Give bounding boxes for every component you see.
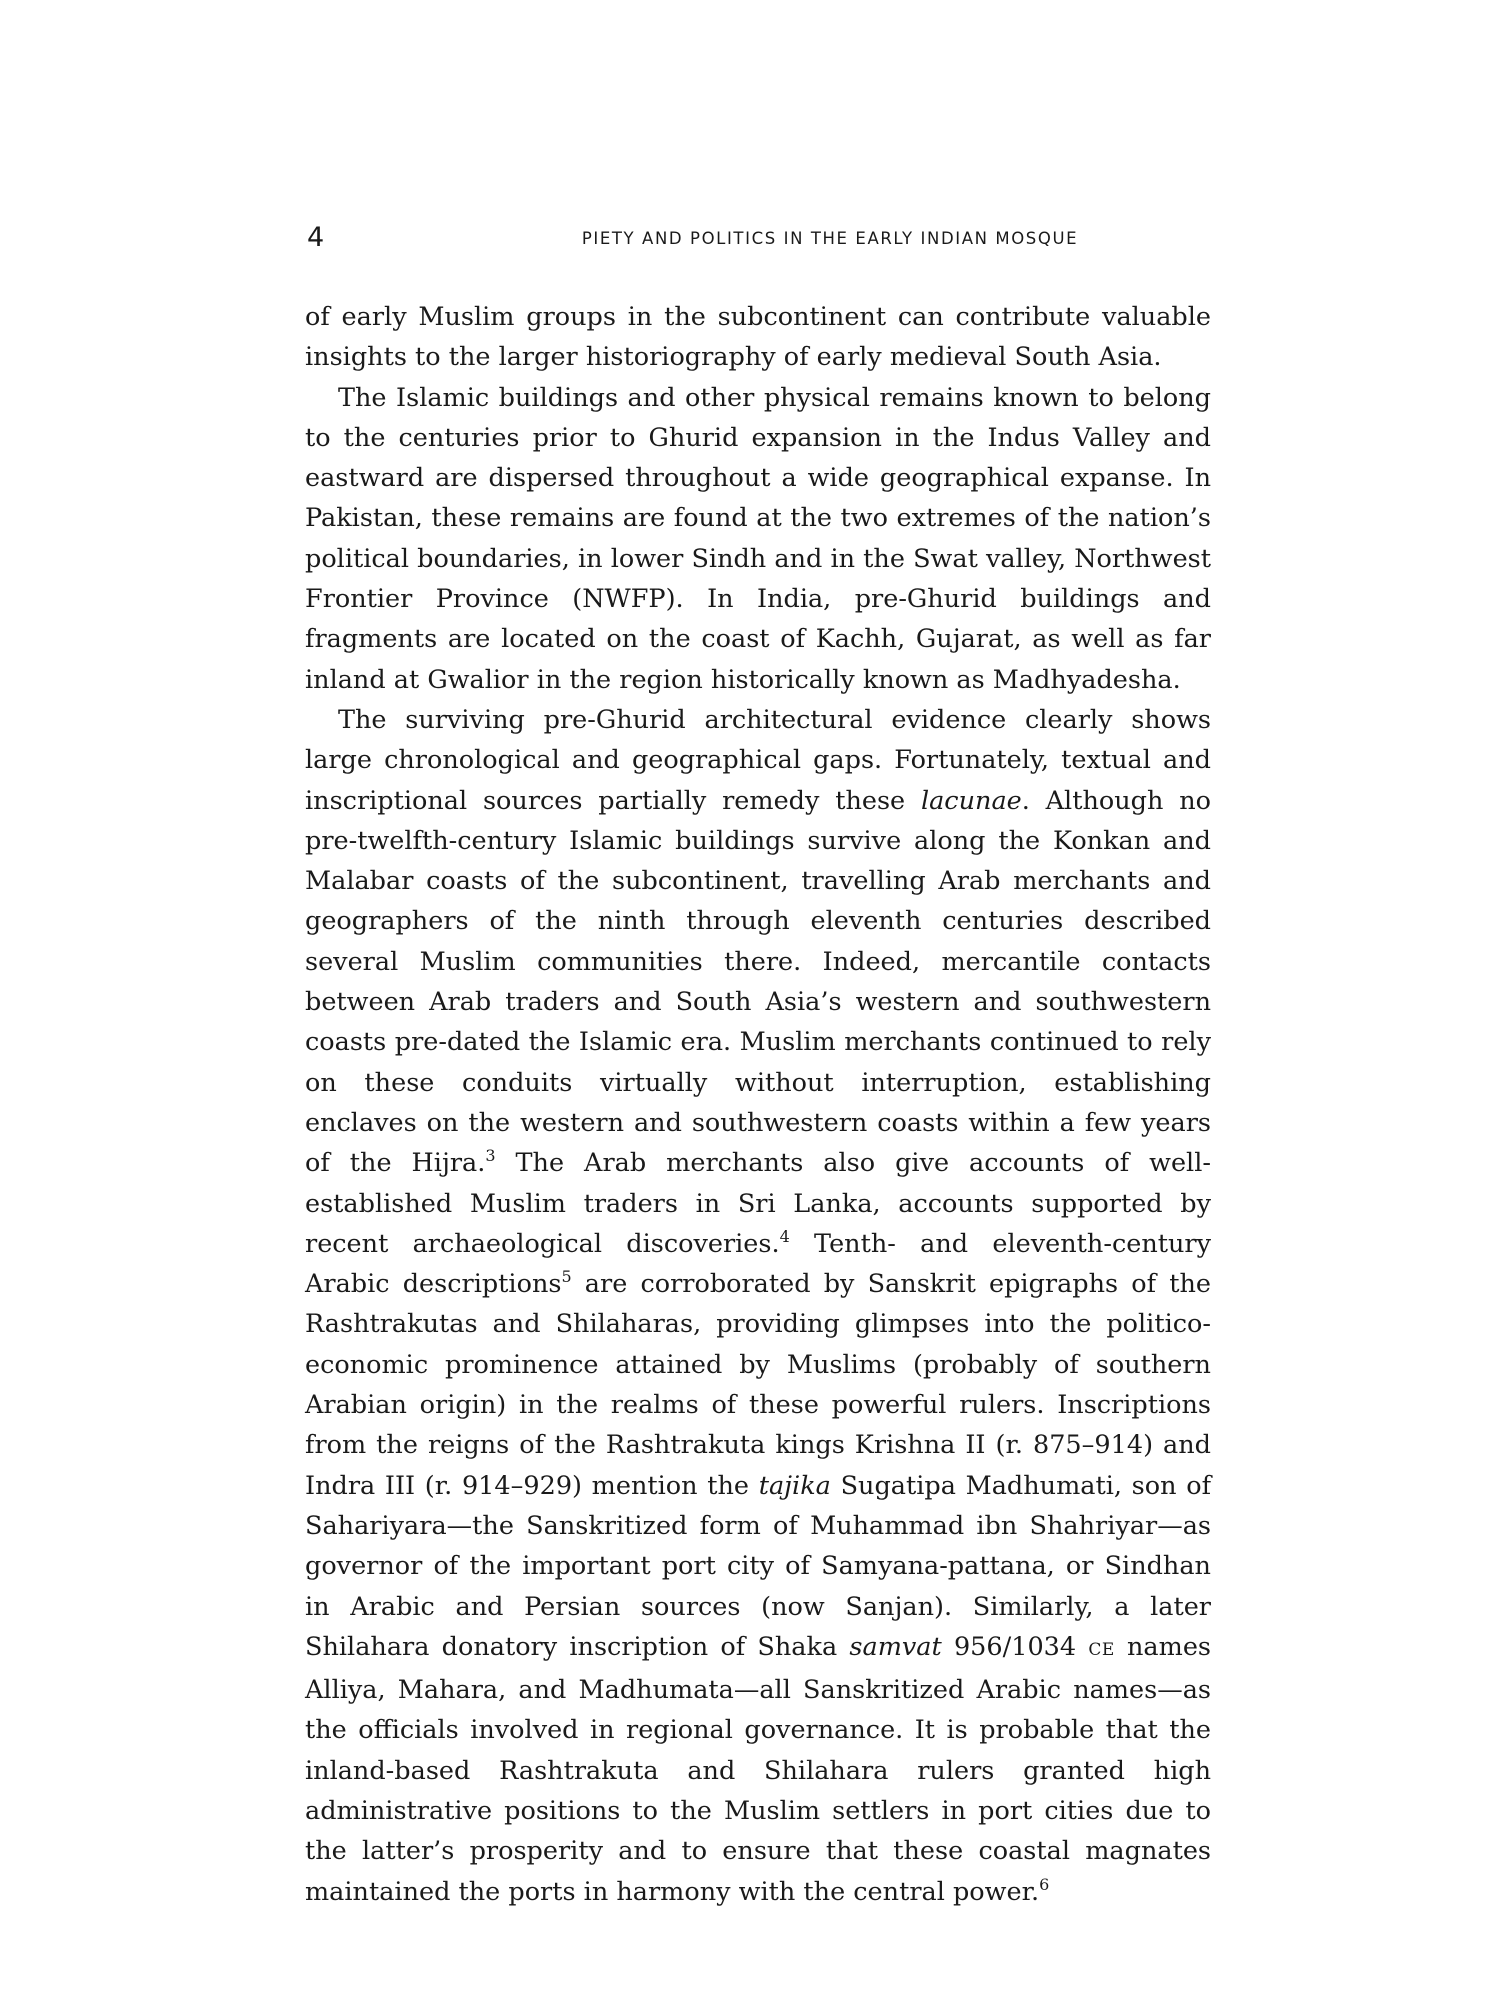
footnote-marker[interactable]: 4	[779, 1226, 790, 1246]
page-number: 4	[307, 222, 325, 253]
text-run: . Although no pre-twelfth-century Islamic buildings survive along the Konkan and Malabar coasts of the subcontinent, travelling Arab merchants and geographers of the ninth through eleventh centuries described several Muslim communities there. Indeed, mercantile contacts between Arab traders and South Asia’s western and southwestern coasts pre-dated the Islamic era. Muslim merchants continued to rely on these conduits virtually without interruption, establishing enclaves on the western and southwestern coasts within a few years of the Hijra.	[305, 785, 1211, 1179]
era-abbreviation: CE	[1088, 1639, 1115, 1660]
footnote-marker[interactable]: 5	[561, 1267, 572, 1287]
running-head	[305, 222, 1215, 262]
text-run: Tenth- and eleventh-century Arabic descriptions	[305, 1228, 1212, 1300]
text-run: 956/1034	[941, 1631, 1089, 1662]
footnote-marker[interactable]: 6	[1039, 1874, 1050, 1894]
paragraph-pre-ghurid-remains: The Islamic buildings and other physical remains known to belong to the centuries prior to Ghurid expansion in the Indus Valley and eastward are dispersed throughout a wide geographical expanse. In Pakistan, these remains are found at the two extremes of the nation’s political boundaries, in lower Sindh and in the Swat valley, Northwest Frontier Province (NWFP). In India, pre-Ghurid buildings and fragments are located on the coast of Kachh, Gujarat, as well as far inland at Gwalior in the region historically known as Madhyadesha.	[305, 382, 1211, 695]
italic-term: samvat	[849, 1631, 942, 1662]
text-run: are corroborated by Sanskrit epigraphs of the Rashtrakutas and Shilaharas, providing glimpses into the politico-economic prominence attained by Muslims (probably of southern Arabian origin) in the realms of these powerful rulers. Inscriptions from the reigns of the Rashtrakuta kings Krishna II (r. 875–914) and Indra III (r. 914–929) mention the	[305, 1269, 1211, 1501]
text-run: names Alliya, Mahara, and Madhumata—all Sanskritized Arabic names—as the officials involved in regional governance. It is probable that the inland-based Rashtrakuta and Shilahara rulers granted high administrative positions to the Muslim settlers in port cities due to the latter’s prosperity and to ensure that these coastal magnates maintained the ports in harmony with the central power.	[305, 1631, 1211, 1907]
text-run: Sugatipa Madhumati, son of Sahariyara—the Sanskritized form of Muhammad ibn Shahriyar—as governor of the important port city of Samyana-pattana, or Sindhan in Arabic and Persian sources (now Sanjan). Similarly, a later Shilahara donatory inscription of Shaka	[305, 1470, 1212, 1662]
footnote-marker[interactable]: 3	[485, 1146, 496, 1166]
text-run: The Arab merchants also give accounts of well-established Muslim traders in Sri Lanka, accounts supported by recent archaeological discoveries.	[305, 1148, 1211, 1259]
paragraph-architectural-evidence	[305, 700, 1211, 1912]
body-text	[305, 297, 1211, 1912]
running-title: PIETY AND POLITICS IN THE EARLY INDIAN MOSQUE	[581, 229, 1079, 248]
italic-term: lacunae	[920, 785, 1022, 816]
text-run: The surviving pre-Ghurid architectural evidence clearly shows large chronological and geographical gaps. Fortunately, textual and inscriptional sources partially remedy these	[305, 704, 1211, 816]
italic-term: tajika	[758, 1470, 831, 1501]
paragraph-continuation: of early Muslim groups in the subcontinent can contribute valuable insights to the larger historiography of early medieval South Asia.	[305, 302, 1211, 373]
